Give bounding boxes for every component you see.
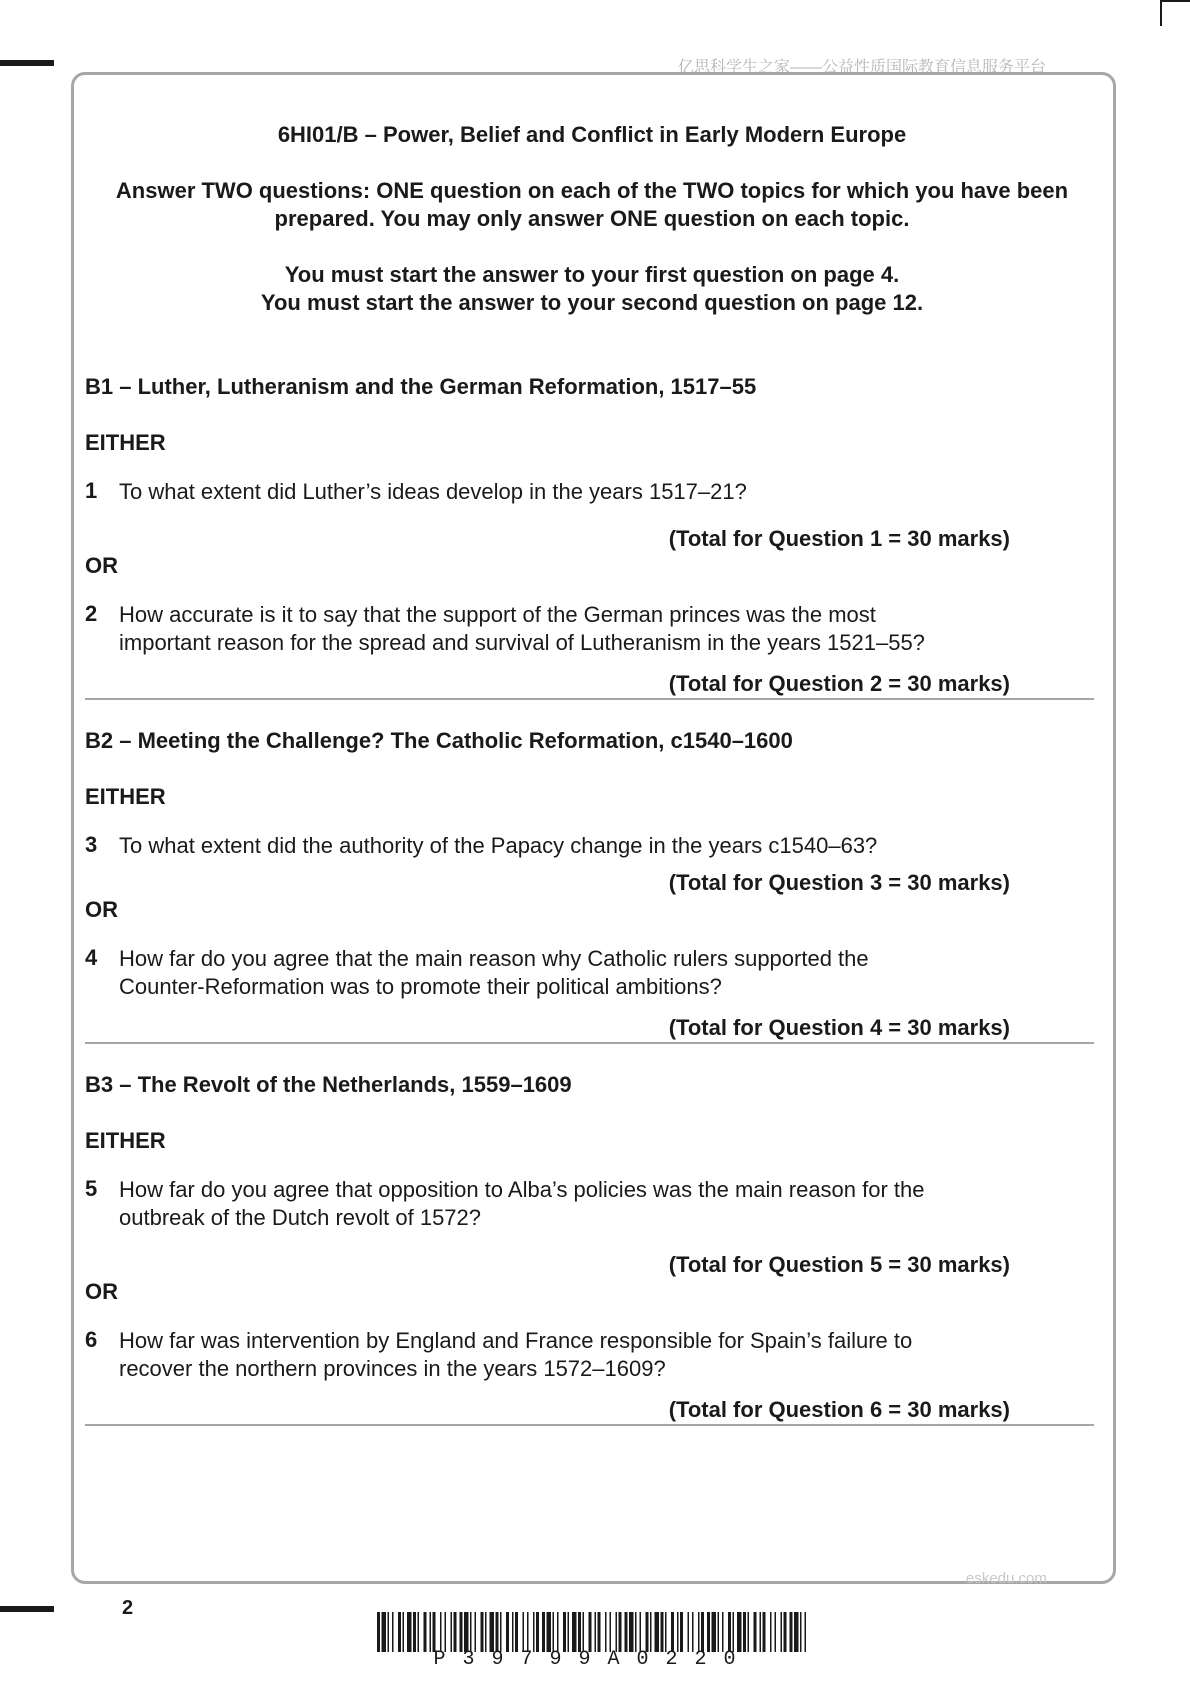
section-title-b3: B3 – The Revolt of the Netherlands, 1559–1609 <box>85 1072 572 1097</box>
barcode-bar <box>377 1612 380 1652</box>
barcode-bar <box>490 1612 495 1652</box>
section-divider <box>85 1424 1094 1426</box>
question-number: 6 <box>85 1327 98 1352</box>
barcode-bar <box>424 1612 427 1652</box>
barcode-bar <box>583 1612 585 1652</box>
barcode-bar <box>680 1612 683 1652</box>
barcode-bar <box>440 1612 442 1652</box>
barcode-bar <box>743 1612 746 1652</box>
barcode-bar <box>533 1612 535 1652</box>
start-instruction-1: You must start the answer to your first question on page 4. <box>284 262 900 287</box>
barcode-bar <box>512 1612 514 1652</box>
barcode-bar <box>770 1612 772 1652</box>
barcode-bar <box>655 1612 660 1652</box>
barcode-bar <box>407 1612 412 1652</box>
barcode-bar <box>418 1612 420 1652</box>
question-text-line-1: How far do you agree that opposition to Alba’s policies was the main reason for the <box>119 1177 925 1202</box>
barcode-bar <box>500 1612 502 1652</box>
question-text: To what extent did Luther’s ideas develop in the years 1517–21? <box>119 479 747 504</box>
barcode-bar <box>445 1612 447 1652</box>
or-label: OR <box>85 1279 118 1304</box>
crop-mark-bottom-left <box>0 1606 54 1612</box>
barcode-bar <box>665 1612 667 1652</box>
question-marks: (Total for Question 3 = 30 marks) <box>668 870 1010 895</box>
question-marks: (Total for Question 2 = 30 marks) <box>668 671 1010 696</box>
barcode-bar <box>794 1612 799 1652</box>
section-divider <box>85 698 1094 700</box>
page-number: 2 <box>122 1597 134 1619</box>
barcode-bar <box>572 1612 577 1652</box>
question-text-line-1: How far do you agree that the main reason why Catholic rulers supported the <box>119 946 869 971</box>
section-divider <box>85 1042 1094 1044</box>
barcode-bar <box>430 1612 432 1652</box>
barcode-bar <box>722 1612 724 1652</box>
question-text-line-2: recover the northern provinces in the years 1572–1609? <box>119 1356 666 1381</box>
barcode-bar <box>598 1612 601 1652</box>
either-label: EITHER <box>85 784 166 809</box>
barcode-bar <box>451 1612 453 1652</box>
or-label: OR <box>85 897 118 922</box>
question-text-line-1: How accurate is it to say that the support of the German princes was the most <box>119 602 876 627</box>
barcode-bar <box>392 1612 394 1652</box>
barcode-bar <box>701 1612 704 1652</box>
barcode-number: P39799A0220 <box>433 1648 753 1671</box>
barcode-bar <box>413 1612 416 1652</box>
barcode-bar <box>610 1612 612 1652</box>
barcode-bar <box>388 1612 390 1652</box>
start-instruction-2: You must start the answer to your second question on page 12. <box>260 290 924 315</box>
barcode <box>377 1612 809 1652</box>
question-marks: (Total for Question 5 = 30 marks) <box>668 1252 1010 1277</box>
barcode-bar <box>688 1612 690 1652</box>
barcode-bar <box>640 1612 642 1652</box>
question-marks: (Total for Question 1 = 30 marks) <box>668 526 1010 551</box>
either-label: EITHER <box>85 430 166 455</box>
barcode-bar <box>707 1612 710 1652</box>
barcode-bar <box>605 1612 607 1652</box>
question-text-line-2: important reason for the spread and survival of Lutheranism in the years 1521–55? <box>119 630 925 655</box>
barcode-bar <box>527 1612 529 1652</box>
barcode-bar <box>646 1612 649 1652</box>
question-number: 2 <box>85 601 98 626</box>
barcode-bar <box>748 1612 750 1652</box>
question-number: 1 <box>85 478 98 503</box>
barcode-bar <box>625 1612 628 1652</box>
barcode-bar <box>542 1612 545 1652</box>
barcode-bar <box>557 1612 559 1652</box>
barcode-bar <box>578 1612 581 1652</box>
barcode-bar <box>677 1612 679 1652</box>
instruction-line-1: Answer TWO questions: ONE question on each of the TWO topics for which you have been <box>115 178 1069 203</box>
barcode-bar <box>763 1612 766 1652</box>
crop-mark-top-right <box>1160 0 1190 2</box>
barcode-bar <box>464 1612 469 1652</box>
barcode-bar <box>496 1612 499 1652</box>
barcode-bar <box>805 1612 807 1652</box>
barcode-bar <box>485 1612 487 1652</box>
barcode-bar <box>616 1612 618 1652</box>
barcode-bar <box>800 1612 802 1652</box>
barcode-bar <box>790 1612 793 1652</box>
barcode-bar <box>635 1612 637 1652</box>
crop-mark-top-left <box>0 60 54 66</box>
barcode-bar <box>563 1612 566 1652</box>
instruction-line-2: prepared. You may only answer ONE question on each topic. <box>274 206 910 231</box>
barcode-bar <box>733 1612 735 1652</box>
question-marks: (Total for Question 6 = 30 marks) <box>668 1397 1010 1422</box>
barcode-bar <box>595 1612 597 1652</box>
barcode-bar <box>775 1612 777 1652</box>
barcode-bar <box>650 1612 652 1652</box>
barcode-bar <box>784 1612 787 1652</box>
barcode-bar <box>382 1612 387 1652</box>
question-text-line-2: outbreak of the Dutch revolt of 1572? <box>119 1205 482 1230</box>
question-marks: (Total for Question 4 = 30 marks) <box>668 1015 1010 1040</box>
section-title-b2: B2 – Meeting the Challenge? The Catholic Reformation, c1540–1600 <box>85 728 793 753</box>
question-text: To what extent did the authority of the Papacy change in the years c1540–63? <box>119 833 878 858</box>
barcode-bar <box>712 1612 717 1652</box>
barcode-bar <box>619 1612 622 1652</box>
barcode-bar <box>475 1612 477 1652</box>
question-text-line-2: Counter-Reformation was to promote their political ambitions? <box>119 974 722 999</box>
barcode-bar <box>718 1612 720 1652</box>
barcode-bar <box>629 1612 634 1652</box>
barcode-bar <box>553 1612 555 1652</box>
paper-title: 6HI01/B – Power, Belief and Conflict in Early Modern Europe <box>277 122 907 147</box>
barcode-bar <box>481 1612 484 1652</box>
barcode-bar <box>536 1612 539 1652</box>
barcode-bar <box>671 1612 674 1652</box>
barcode-bar <box>506 1612 509 1652</box>
barcode-bar <box>661 1612 664 1652</box>
barcode-bar <box>523 1612 525 1652</box>
question-number: 3 <box>85 832 98 857</box>
barcode-bar <box>470 1612 472 1652</box>
barcode-bar <box>398 1612 401 1652</box>
either-label: EITHER <box>85 1128 166 1153</box>
question-text-line-1: How far was intervention by England and France responsible for Spain’s failure to <box>119 1328 913 1353</box>
barcode-bar <box>454 1612 457 1652</box>
top-watermark: 亿思科学生之家——公益性质国际教育信息服务平台 <box>678 59 1047 76</box>
question-number: 5 <box>85 1176 98 1201</box>
barcode-bar <box>403 1612 405 1652</box>
or-label: OR <box>85 553 118 578</box>
barcode-bar <box>433 1612 436 1652</box>
barcode-bar <box>728 1612 731 1652</box>
barcode-bar <box>781 1612 783 1652</box>
barcode-bar <box>692 1612 694 1652</box>
barcode-bar <box>698 1612 700 1652</box>
barcode-bar <box>754 1612 757 1652</box>
section-title-b1: B1 – Luther, Lutheranism and the German Reformation, 1517–55 <box>85 374 757 399</box>
barcode-bar <box>589 1612 592 1652</box>
barcode-bar <box>737 1612 742 1652</box>
barcode-bar <box>515 1612 518 1652</box>
barcode-bar <box>760 1612 762 1652</box>
bottom-watermark: eskedu.com <box>966 1570 1047 1587</box>
barcode-bar <box>568 1612 570 1652</box>
crop-mark-top-right-vertical <box>1160 0 1162 26</box>
barcode-bar <box>460 1612 463 1652</box>
barcode-bar <box>547 1612 552 1652</box>
question-number: 4 <box>85 945 98 970</box>
